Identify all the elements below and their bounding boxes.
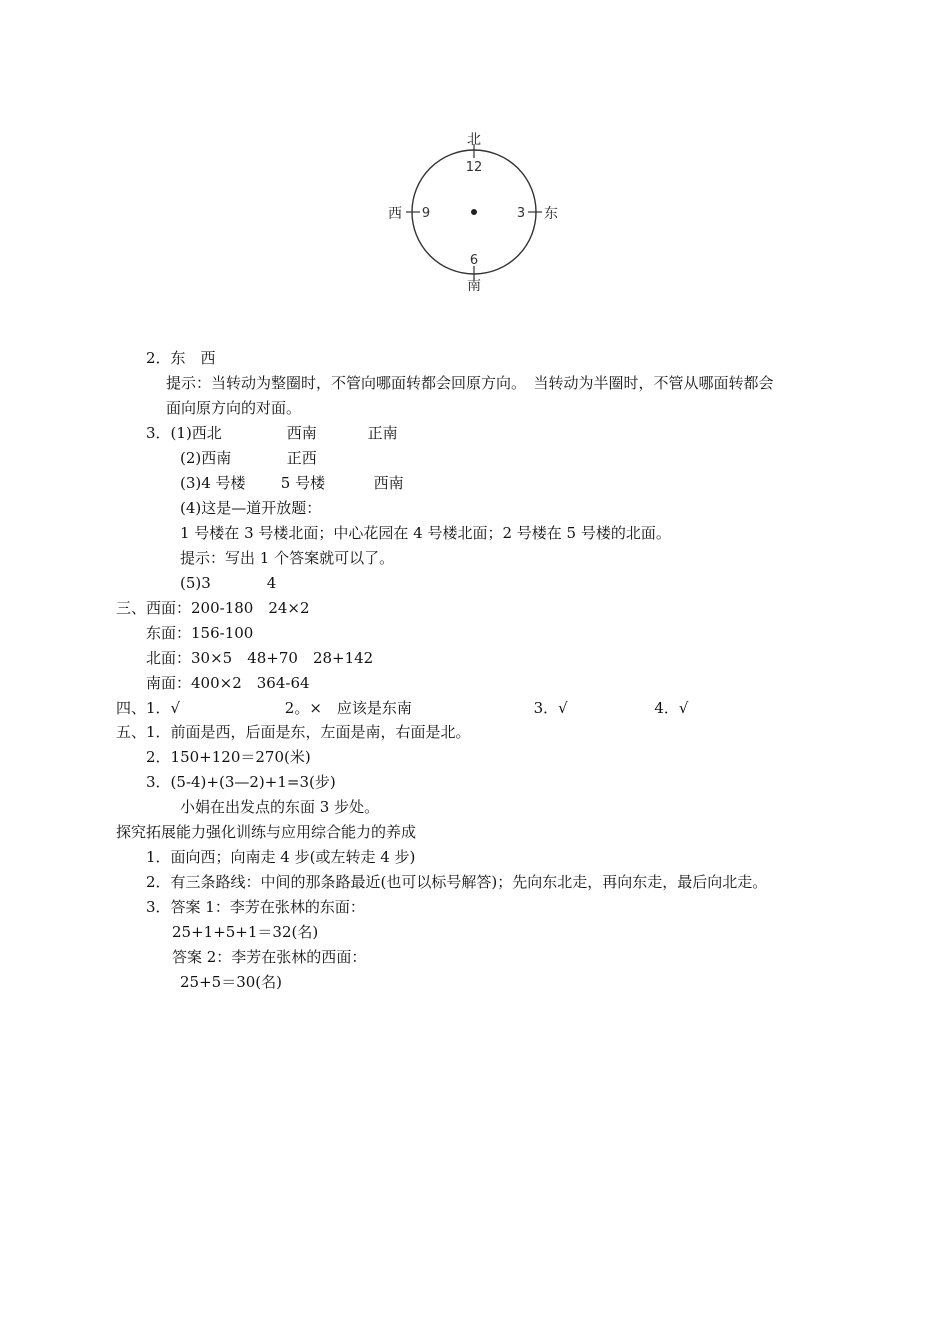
explore-2 [146, 872, 767, 892]
clock-center-dot [471, 209, 477, 215]
answer-3-1-line [146, 423, 398, 443]
text: 25+1+5+1＝32(名) [172, 923, 319, 941]
text: 3．(1)西北 [146, 424, 222, 442]
answer-2-line [146, 348, 216, 368]
hint-line-2 [166, 398, 301, 418]
text: 4 [266, 574, 277, 592]
answer-3-2-line [180, 448, 317, 468]
answer-3-5-line [180, 573, 276, 593]
text: 2。× 应该是东南 [284, 699, 412, 717]
text: 提示：当转动为整圈时，不管向哪面转都会回原方向。 当转动为半圈时，不管从哪面转都会 [166, 374, 774, 392]
east-label: 东 [544, 206, 558, 222]
clock-compass-diagram [380, 118, 580, 308]
text: 2．有三条路线：中间的那条路最近(也可以标号解答)；先向东北走，再向东走，最后向北走。 [146, 873, 768, 891]
text: 1 号楼在 3 号楼北面；中心花园在 4 号楼北面；2 号楼在 5 号楼的北面。 [180, 524, 671, 542]
text: 25+5＝30(名) [180, 973, 282, 991]
hour-6-label: 6 [469, 253, 479, 268]
section-4-line [116, 698, 688, 718]
section-5-1 [116, 722, 471, 742]
section-3-south [146, 673, 310, 693]
north-label: 北 [467, 132, 481, 148]
text: 北面：30×5 48+70 28+142 [146, 649, 374, 667]
answer-3-4-line [180, 498, 321, 518]
answer-3-3-line [180, 473, 404, 493]
text: 5 号楼 [280, 474, 326, 492]
explore-3-answer-2 [172, 947, 366, 967]
section-3-north [146, 648, 373, 668]
text: (3)4 号楼 [180, 474, 246, 492]
explore-3-calc-2 [180, 972, 282, 992]
text: 西南 [373, 474, 404, 492]
explore-3-calc-1 [172, 922, 318, 942]
text: (5)3 [180, 574, 211, 592]
text: 四、1．√ [116, 699, 181, 717]
text: (2)西南 [180, 449, 232, 467]
text: 南面：400×2 364-64 [146, 674, 310, 692]
text: 3．√ [533, 699, 568, 717]
section-5-2 [146, 747, 311, 767]
text: 正西 [286, 449, 317, 467]
text: 答案 2：李芳在张林的西面： [172, 948, 367, 966]
section-3-west [116, 598, 310, 618]
south-label: 南 [467, 278, 481, 294]
text: 五、1．前面是西，后面是东，左面是南，右面是北。 [116, 723, 471, 741]
text: 3．(5-4)+(3—2)+1=3(步) [146, 773, 336, 791]
hour-12-label: 12 [465, 160, 483, 175]
section-5-3-answer [180, 797, 379, 817]
text: 探究拓展能力强化训练与应用综合能力的养成 [116, 823, 417, 841]
explore-3 [146, 897, 365, 917]
hour-3-label: 3 [516, 206, 526, 221]
text: 1．面向西；向南走 4 步(或左转走 4 步) [146, 848, 416, 866]
text: 3．答案 1：李芳在张林的东面： [146, 898, 365, 916]
explore-1 [146, 847, 415, 867]
hint-line-1 [166, 373, 774, 393]
answer-3-4-hint [180, 548, 394, 568]
west-label: 西 [388, 206, 402, 222]
explore-heading [116, 822, 416, 842]
text: 东面：156-100 [146, 624, 254, 642]
section-5-3 [146, 772, 336, 792]
text: 2．东 西 [146, 349, 216, 367]
text: 西南 [286, 424, 317, 442]
text: 提示：写出 1 个答案就可以了。 [180, 549, 395, 567]
text: 正南 [367, 424, 398, 442]
hour-9-label: 9 [421, 206, 431, 221]
text: 4．√ [654, 699, 689, 717]
text: 三、西面：200-180 24×2 [116, 599, 310, 617]
text: (4)这是—道开放题： [180, 499, 322, 517]
section-3-east [146, 623, 253, 643]
text: 面向原方向的对面。 [166, 399, 302, 417]
answer-3-4-detail [180, 523, 671, 543]
text: 小娟在出发点的东面 3 步处。 [180, 798, 380, 816]
text: 2．150+120＝270(米) [146, 748, 311, 766]
